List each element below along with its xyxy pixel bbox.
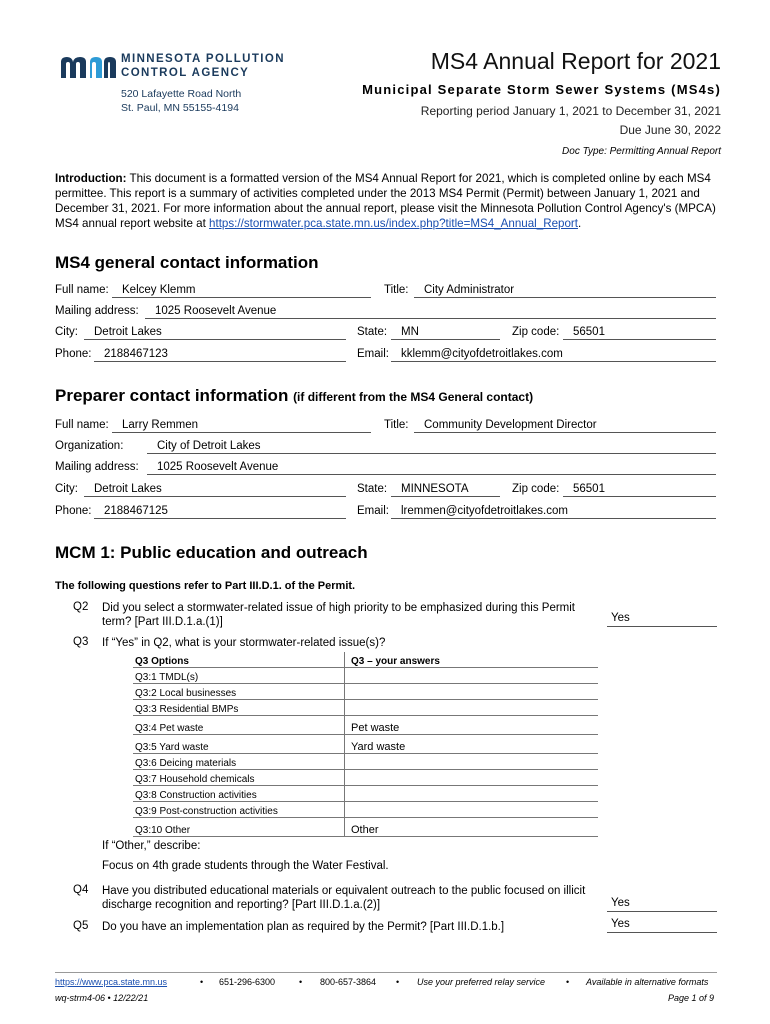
q3-option: Q3:4 Pet waste xyxy=(133,716,345,735)
q5-text: Do you have an implementation plan as required by the Permit? [Part III.D.1.b.] xyxy=(102,921,505,933)
table-row xyxy=(133,754,598,770)
q3-option: Q3:2 Local businesses xyxy=(133,684,345,700)
other-describe-text[interactable]: Focus on 4th grade students through the Water Festival. xyxy=(102,860,389,872)
doc-type: Doc Type: Permitting Annual Report xyxy=(562,146,721,157)
agency-name-line1: MINNESOTA POLLUTION xyxy=(121,53,285,65)
city-label: City: xyxy=(55,326,78,338)
organization-label: Organization: xyxy=(55,440,124,452)
preparer-zip-field[interactable]: 56501 xyxy=(563,483,716,497)
preparer-state-label: State: xyxy=(357,483,388,495)
title-field[interactable]: City Administrator xyxy=(414,284,716,298)
due-date: Due June 30, 2022 xyxy=(619,123,721,137)
preparer-title-field[interactable]: Community Development Director xyxy=(414,419,716,433)
table-row xyxy=(133,700,598,716)
preparer-full-name-field[interactable]: Larry Remmen xyxy=(112,419,371,433)
q3-answer-cell[interactable] xyxy=(345,668,599,684)
full-name-field[interactable]: Kelcey Klemm xyxy=(112,284,371,298)
footer-alt-formats: Available in alternative formats xyxy=(586,977,709,987)
q3-text: If “Yes” in Q2, what is your stormwater-related issue(s)? xyxy=(102,637,386,649)
organization-field[interactable]: City of Detroit Lakes xyxy=(147,440,716,454)
q3-answer-cell[interactable]: Other xyxy=(345,818,599,837)
q3-option: Q3:7 Household chemicals xyxy=(133,770,345,786)
table-row xyxy=(133,770,598,786)
general-contact-heading: MS4 general contact information xyxy=(55,253,319,272)
preparer-phone-field[interactable]: 2188467125 xyxy=(94,505,346,519)
q4-number: Q4 xyxy=(73,884,89,896)
q2-answer[interactable]: Yes xyxy=(607,612,717,627)
preparer-mailing-field[interactable]: 1025 Roosevelt Avenue xyxy=(147,461,716,475)
table-row xyxy=(133,684,598,700)
email-field[interactable]: kklemm@cityofdetroitlakes.com xyxy=(391,348,716,362)
q3-option: Q3:10 Other xyxy=(133,818,345,837)
mpca-website-link[interactable]: https://www.pca.state.mn.us xyxy=(55,977,168,987)
q3-option: Q3:5 Yard waste xyxy=(133,735,345,754)
full-name-label: Full name: xyxy=(55,284,109,296)
preparer-phone-label: Phone: xyxy=(55,505,92,517)
q3-option: Q3:1 TMDL(s) xyxy=(133,668,345,684)
q3-answer-cell[interactable]: Yard waste xyxy=(345,735,599,754)
address-line2: St. Paul, MN 55155-4194 xyxy=(121,102,239,114)
q5-number: Q5 xyxy=(73,920,89,932)
footer-phone1: 651-296-6300 xyxy=(219,977,276,987)
q3-option: Q3:9 Post-construction activities xyxy=(133,802,345,818)
annual-report-link[interactable]: https://stormwater.pca.state.mn.us/index.php?title=MS4_Annual_Report xyxy=(209,217,578,230)
agency-name-line2: CONTROL AGENCY xyxy=(121,67,250,79)
q3-options-table xyxy=(133,652,598,837)
state-field[interactable]: MN xyxy=(391,326,500,340)
other-describe-label: If “Other,” describe: xyxy=(102,840,201,852)
q3-option: Q3:8 Construction activities xyxy=(133,786,345,802)
q3-option: Q3:6 Deicing materials xyxy=(133,754,345,770)
q2-number: Q2 xyxy=(73,601,89,613)
mailing-address-field[interactable]: 1025 Roosevelt Avenue xyxy=(145,305,716,319)
preparer-city-field[interactable]: Detroit Lakes xyxy=(84,483,346,497)
q3-answer-cell[interactable]: Pet waste xyxy=(345,716,599,735)
intro-text: This document is a formatted version of the MS4 Annual Report for 2021, which is completed online by each MS4 permittee. This report is a summary of activities completed under the 2013 MS4 Permit (Permit) between January 1, 2021 and December 31, 2021. For more information about the annual report, please visit the Minnesota Pollution Control Agency's (MPCA) MS4 annual report website at xyxy=(55,172,716,230)
preparer-mailing-label: Mailing address: xyxy=(55,461,139,473)
mcm1-intro: The following questions refer to Part III.D.1. of the Permit. xyxy=(55,580,356,592)
footer-bullet: • xyxy=(566,977,570,987)
footer-page-number: Page 1 of 9 xyxy=(667,993,714,1003)
q3-answer-cell[interactable] xyxy=(345,802,599,818)
table-row xyxy=(133,818,598,837)
table-row xyxy=(133,802,598,818)
table-row xyxy=(133,716,598,735)
q3-answer-cell[interactable] xyxy=(345,754,599,770)
footer-divider xyxy=(55,972,717,973)
q3-table-header xyxy=(133,652,598,668)
q5-answer[interactable]: Yes xyxy=(607,918,717,933)
report-title: MS4 Annual Report for 2021 xyxy=(430,48,721,74)
email-label: Email: xyxy=(357,348,389,360)
phone-label: Phone: xyxy=(55,348,92,360)
preparer-heading-text: Preparer contact information xyxy=(55,386,289,405)
preparer-full-name-label: Full name: xyxy=(55,419,109,431)
table-row xyxy=(133,668,598,684)
mcm1-heading: MCM 1: Public education and outreach xyxy=(55,543,368,562)
preparer-email-label: Email: xyxy=(357,505,389,517)
footer-bullet: • xyxy=(299,977,303,987)
q2-text: Did you select a stormwater-related issue of high priority to be emphasized during this Permit term? [Part III.D.1.a.(1)] xyxy=(102,602,575,628)
intro-end: . xyxy=(578,217,582,230)
zip-field[interactable]: 56501 xyxy=(563,326,716,340)
q4-text: Have you distributed educational materials or equivalent outreach to the public focused on illicit discharge recognition and reporting? [Part III.D.1.a.(2)] xyxy=(102,885,586,911)
report-subtitle: Municipal Separate Storm Sewer Systems (MS4s) xyxy=(362,82,721,97)
mailing-address-label: Mailing address: xyxy=(55,305,139,317)
footer-bullet: • xyxy=(200,977,204,987)
preparer-heading-note: (if different from the MS4 General contact) xyxy=(293,390,534,404)
agency-name xyxy=(121,52,285,80)
q3-number: Q3 xyxy=(73,636,89,648)
q3-answer-cell[interactable] xyxy=(345,770,599,786)
preparer-contact-heading xyxy=(55,386,533,406)
q3-answer-cell[interactable] xyxy=(345,700,599,716)
preparer-email-field[interactable]: lremmen@cityofdetroitlakes.com xyxy=(391,505,716,519)
table-row xyxy=(133,735,598,754)
city-field[interactable]: Detroit Lakes xyxy=(84,326,346,340)
address-line1: 520 Lafayette Road North xyxy=(121,88,242,100)
mpca-logo-mark-icon xyxy=(59,54,117,80)
footer-form-id: wq-strm4-06 • 12/22/21 xyxy=(55,993,149,1003)
footer-bullet: • xyxy=(396,977,400,987)
q4-answer[interactable]: Yes xyxy=(607,897,717,912)
introduction-paragraph xyxy=(55,171,720,231)
zip-label: Zip code: xyxy=(512,326,560,338)
preparer-state-field[interactable]: MINNESOTA xyxy=(391,483,500,497)
q3-answers-header: Q3 – your answers xyxy=(345,652,599,668)
footer-phone2: 800-657-3864 xyxy=(320,977,377,987)
title-label: Title: xyxy=(384,284,409,296)
q3-answer-cell[interactable] xyxy=(345,786,599,802)
reporting-period: Reporting period January 1, 2021 to December 31, 2021 xyxy=(420,104,721,118)
state-label: State: xyxy=(357,326,388,338)
phone-field[interactable]: 2188467123 xyxy=(94,348,346,362)
preparer-title-label: Title: xyxy=(384,419,409,431)
intro-label: Introduction: xyxy=(55,172,127,185)
table-row xyxy=(133,786,598,802)
agency-address xyxy=(121,87,241,115)
footer-relay: Use your preferred relay service xyxy=(417,977,546,987)
q3-option: Q3:3 Residential BMPs xyxy=(133,700,345,716)
q3-options-header: Q3 Options xyxy=(133,652,345,668)
preparer-city-label: City: xyxy=(55,483,78,495)
preparer-zip-label: Zip code: xyxy=(512,483,560,495)
footer-website xyxy=(55,977,167,987)
q3-answer-cell[interactable] xyxy=(345,684,599,700)
